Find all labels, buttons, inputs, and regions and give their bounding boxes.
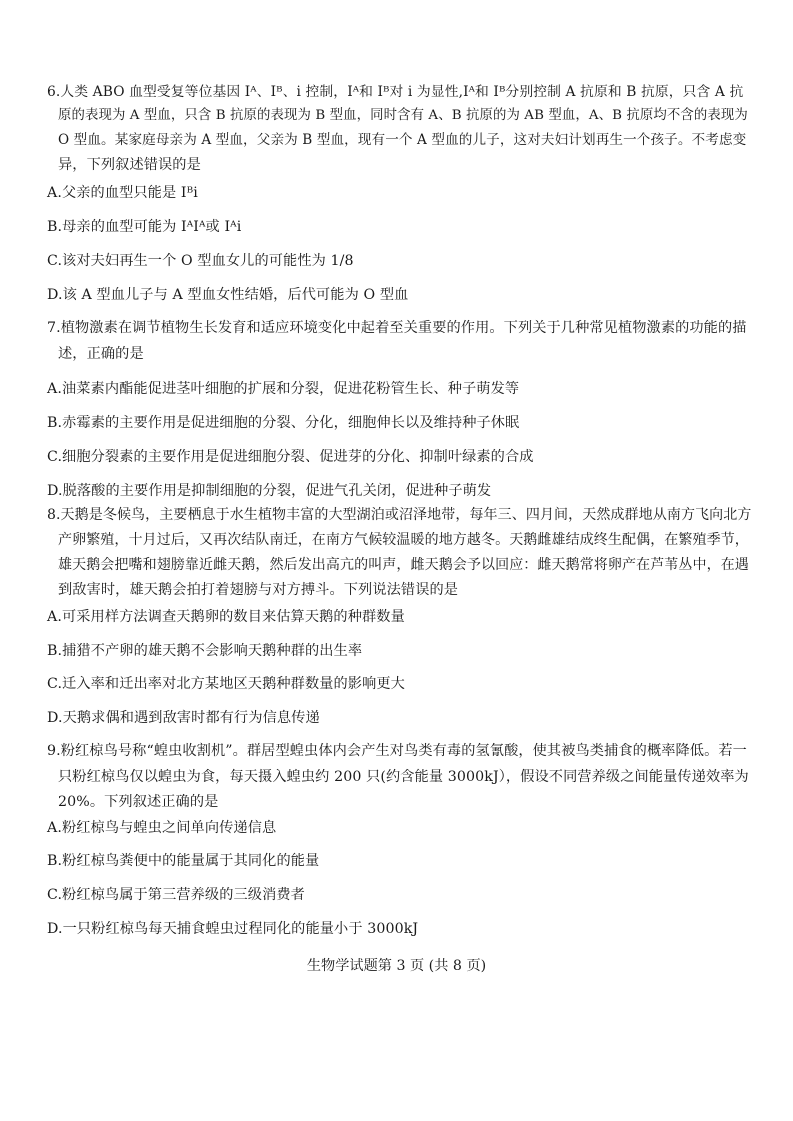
question-8-option-b: B.捕猎不产卵的雄天鹅不会影响天鹅种群的出生率 (47, 643, 363, 659)
question-7-stem-line-1: 7.植物激素在调节植物生长发育和适应环境变化中起着至关重要的作用。下列关于几种常见植物激素的功能的描 (47, 320, 747, 336)
question-9-option-d: D.一只粉红椋鸟每天捕食蝗虫过程同化的能量小于 3000kJ (47, 921, 419, 937)
question-6-option-b: B.母亲的血型可能为 IᴬIᴬ或 Iᴬi (47, 219, 242, 235)
question-6-stem-line-4: 异，下列叙述错误的是 (58, 157, 201, 173)
question-9-option-b: B.粉红椋鸟粪便中的能量属于其同化的能量 (47, 853, 320, 869)
question-7-stem-line-2: 述，正确的是 (58, 346, 144, 362)
question-9-option-c: C.粉红椋鸟属于第三营养级的三级消费者 (47, 887, 305, 903)
question-8-option-d: D.天鹅求偶和遇到敌害时都有行为信息传递 (47, 710, 320, 726)
question-6-option-d: D.该 A 型血儿子与 A 型血女性结婚，后代可能为 O 型血 (47, 287, 409, 303)
page-footer: 生物学试题第 3 页 (共 8 页) (306, 958, 487, 974)
question-6-option-a: A.父亲的血型只能是 Iᴮi (47, 185, 198, 201)
question-8-stem-line-3: 雄天鹅会把嘴和翅膀靠近雌天鹅，然后发出高亢的叫声，雌天鹅会予以回应：雌天鹅常将卵产在芦苇丛中，在遇 (58, 557, 749, 573)
question-9-option-a: A.粉红椋鸟与蝗虫之间单向传递信息 (47, 820, 277, 836)
question-6-stem-line-1: 6.人类 ABO 血型受复等位基因 Iᴬ、Iᴮ、i 控制，Iᴬ和 Iᴮ对 i 为显性,Iᴬ和 Iᴮ分别控制 A 抗原和 B 抗原，只含 A 抗 (47, 84, 744, 100)
question-7-option-c: C.细胞分裂素的主要作用是促进细胞分裂、促进芽的分化、抑制叶绿素的合成 (47, 449, 534, 465)
question-8-option-c: C.迁入率和迁出率对北方某地区天鹅种群数量的影响更大 (47, 676, 405, 692)
question-8-option-a: A.可采用样方法调查天鹅卵的数目来估算天鹅的种群数量 (47, 609, 405, 625)
question-7-option-d: D.脱落酸的主要作用是抑制细胞的分裂，促进气孔关闭，促进种子萌发 (47, 483, 492, 499)
question-8-stem-line-1: 8.天鹅是冬候鸟，主要栖息于水生植物丰富的大型湖泊或沼泽地带，每年三、四月间，天然成群地从南方飞向北方 (47, 507, 752, 523)
question-9-stem-line-3: 20%。下列叙述正确的是 (58, 794, 219, 810)
question-7-option-b: B.赤霉素的主要作用是促进细胞的分裂、分化，细胞伸长以及维持种子休眠 (47, 415, 520, 431)
question-6-option-c: C.该对夫妇再生一个 O 型血女儿的可能性为 1/8 (47, 253, 354, 269)
question-7-option-a: A.油菜素内酯能促进茎叶细胞的扩展和分裂，促进花粉管生长、种子萌发等 (47, 381, 520, 397)
question-9-stem-line-2: 只粉红椋鸟仅以蝗虫为食，每天摄入蝗虫约 200 只(约含能量 3000kJ），假设不同营养级之间能量传递效率为 (58, 769, 749, 785)
question-6-stem-line-2: 原的表现为 A 型血，只含 B 抗原的表现为 B 型血，同时含有 A、B 抗原的为 AB 型血，A、B 抗原均不含的表现为 (58, 108, 748, 123)
question-8-stem-line-2: 产卵繁殖，十月过后，又再次结队南迁，在南方气候较温暖的地方越冬。天鹅雌雄结成终生配偶，在繁殖季节， (58, 532, 749, 548)
question-6-stem-line-3: O 型血。某家庭母亲为 A 型血，父亲为 B 型血，现有一个 A 型血的儿子，这对夫妇计划再生一个孩子。不考虑变 (58, 132, 747, 148)
question-9-stem-line-1: 9.粉红椋鸟号称“蝗虫收割机”。群居型蝗虫体内会产生对鸟类有毒的氢氰酸，使其被鸟类捕食的概率降低。若一 (47, 743, 747, 759)
question-8-stem-line-4: 到敌害时，雄天鹅会拍打着翅膀与对方搏斗。下列说法错误的是 (58, 582, 459, 598)
